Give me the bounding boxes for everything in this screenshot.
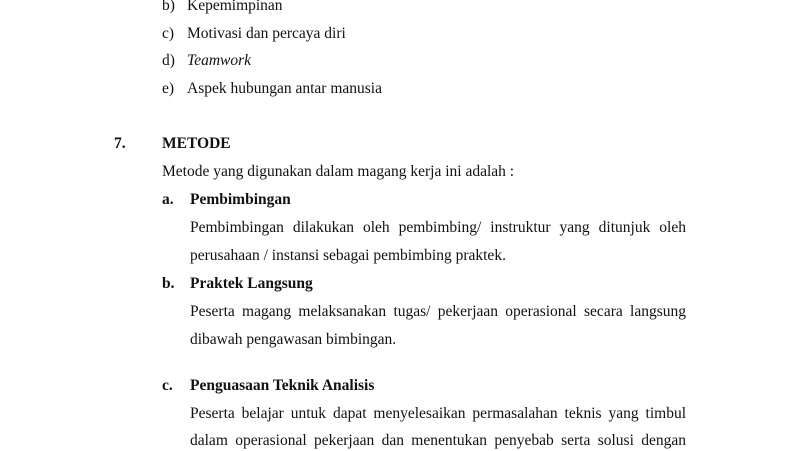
- method-marker: c.: [162, 377, 173, 394]
- list-item-text: Motivasi dan percaya diri: [187, 25, 346, 42]
- list-item-text: Teamwork: [187, 52, 252, 69]
- method-title: Penguasaan Teknik Analisis: [190, 377, 375, 394]
- method-paragraph-line: dalam operasional pekerjaan dan menentukan penyebab serta solusi dengan: [190, 432, 686, 449]
- method-paragraph-line: Peserta belajar untuk dapat menyelesaikan permasalahan teknis yang timbul: [190, 405, 686, 422]
- section-title: METODE: [162, 135, 231, 152]
- list-marker: d): [162, 52, 175, 69]
- section-number: 7.: [114, 135, 126, 152]
- list-item-text: Aspek hubungan antar manusia: [187, 80, 382, 97]
- method-paragraph-line: perusahaan / instansi sebagai pembimbing praktek.: [190, 247, 506, 264]
- list-marker: e): [162, 80, 175, 97]
- method-marker: a.: [162, 191, 174, 208]
- method-title: Pembimbingan: [190, 191, 291, 208]
- method-paragraph-line: dibawah pengawasan bimbingan.: [190, 331, 397, 348]
- list-marker: b): [162, 0, 175, 14]
- section-intro: Metode yang digunakan dalam magang kerja ini adalah :: [162, 163, 515, 180]
- method-paragraph-line: Pembimbingan dilakukan oleh pembimbing/ instruktur yang ditunjuk oleh: [190, 219, 686, 236]
- list-marker: c): [162, 25, 175, 42]
- method-title: Praktek Langsung: [190, 275, 313, 292]
- list-item-text: Kepemimpinan: [187, 0, 283, 14]
- method-paragraph-line: Peserta magang melaksanakan tugas/ pekerjaan operasional secara langsung: [190, 303, 686, 320]
- method-marker: b.: [162, 275, 175, 292]
